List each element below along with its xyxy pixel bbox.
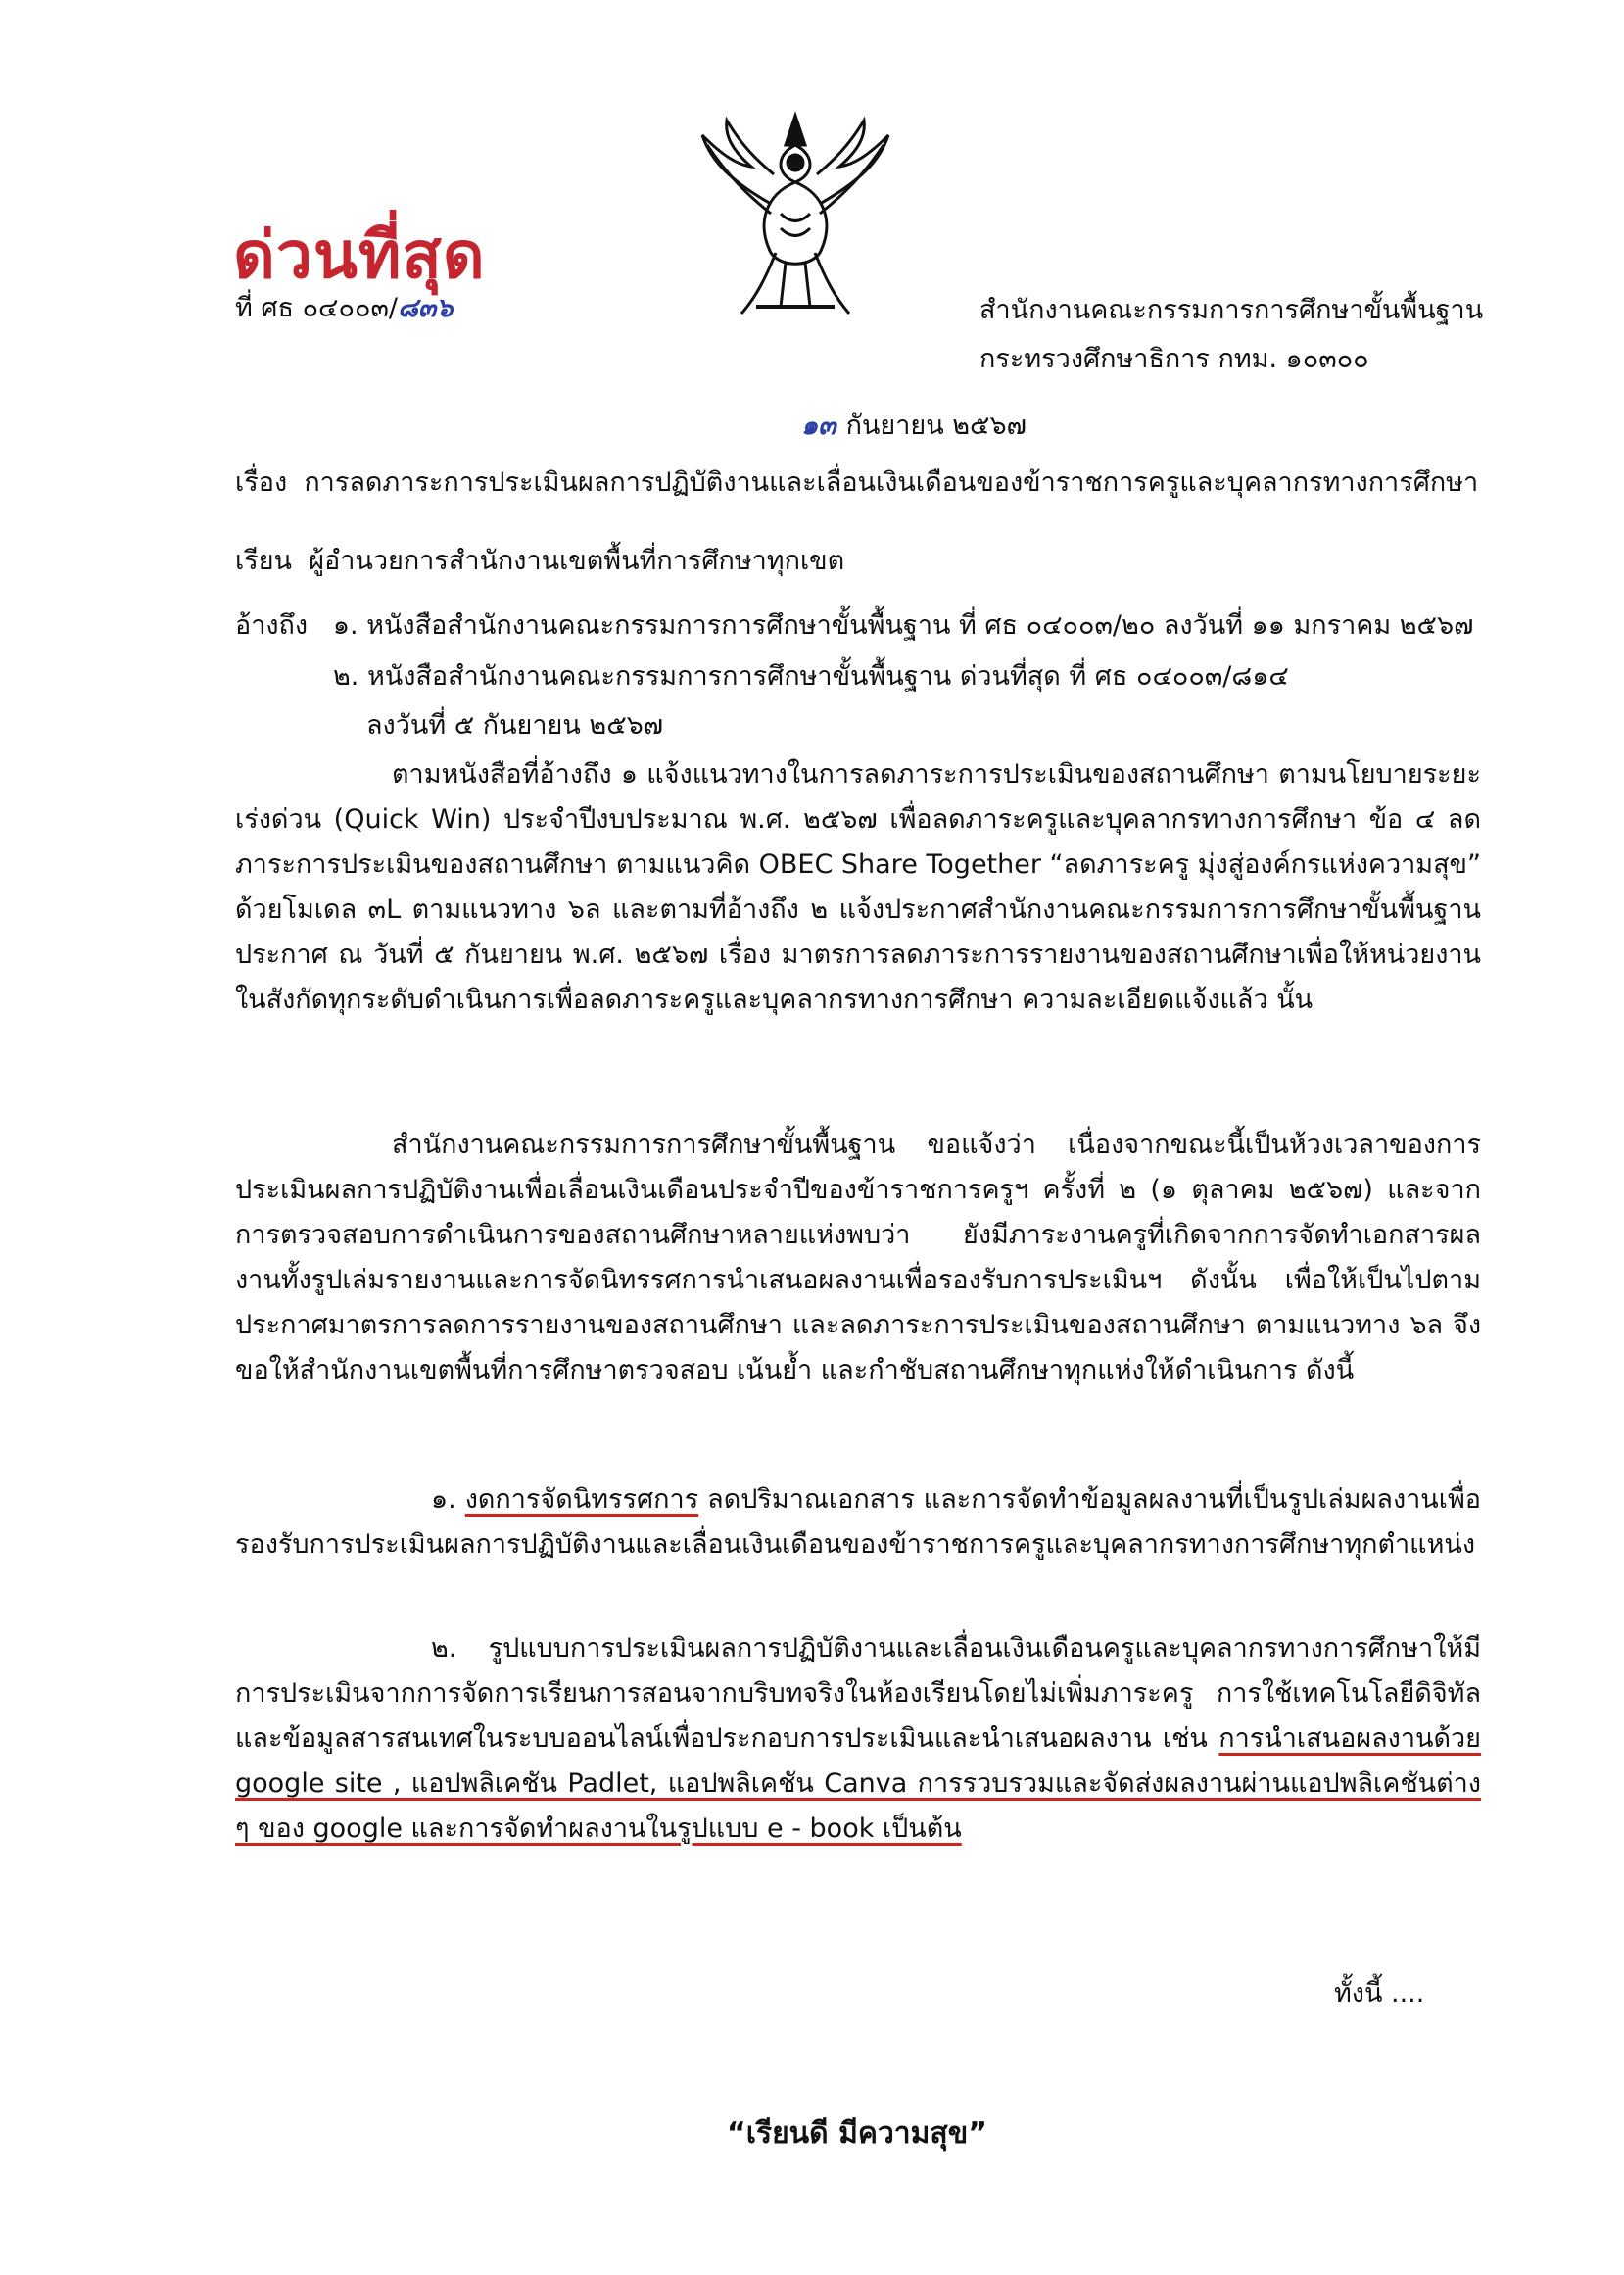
recipient-line — [235, 539, 844, 581]
document-number — [235, 286, 453, 328]
body-paragraph-2 — [235, 1123, 1481, 1393]
urgency-stamp: ด่วนที่สุด — [233, 217, 486, 293]
item-1-underlined: งดการจัดนิทรรศการ — [464, 1484, 699, 1515]
garuda-emblem-icon — [697, 106, 893, 321]
document-number-handwritten: ๘๓๖ — [398, 293, 454, 323]
item-1-text: ลดปริมาณเอกสาร และการจัดทำข้อมูลผลงานที่เป็นรูปเล่มผลงานเพื่อรองรับการประเมินผลการปฏิบัติงานและเลื่อนเงินเดือนของข้าราชการครูและบุคลากรทางการศึกษาทุกตำแหน่ง — [235, 1484, 1481, 1560]
document-date — [801, 404, 1027, 446]
body-item-1 — [235, 1477, 1481, 1568]
reference-label: อ้างถึง — [235, 610, 309, 641]
recipient-text: ผู้อำนวยการสำนักงานเขตพื้นที่การศึกษาทุกเขต — [309, 546, 845, 576]
reference-line-2-date: ลงวันที่ ๕ กันยายน ๒๕๖๗ — [366, 710, 664, 741]
item-2-text: ๒. รูปแบบการประเมินผลการปฏิบัติงานและเลื่อนเงินเดือนครูและบุคลากรทางการศึกษาให้มีการประเมินจากการจัดการเรียนการสอนจากบริบทจริงในห้องเรียนโดยไม่เพิ่มภาระครู การใช้เทคโนโลยีดิจิทัลและข้อมูลสารสนเทศในระบบออนไลน์เพื่อประกอบการประเมินและนำเสนอผลงาน เช่น — [235, 1633, 1481, 1754]
motto: “เรียนดี มีความสุข” — [727, 2116, 987, 2151]
subject-text: การลดภาระการประเมินผลการปฏิบัติงานและเลื่อนเงินเดือนของข้าราชการครูและบุคลากรทางการศึกษา — [304, 467, 1479, 498]
subject-line — [235, 460, 1478, 503]
subject-label: เรื่อง — [235, 467, 288, 498]
continuation-note: ทั้งนี้ .... — [1334, 1978, 1425, 2009]
reference-line-2: ๒. หนังสือสำนักงานคณะกรรมการการศึกษาขั้นพื้นฐาน ด่วนที่สุด ที่ ศธ ๐๔๐๐๓/๘๑๔ — [333, 661, 1289, 692]
paragraph-2-text: สำนักงานคณะกรรมการการศึกษาขั้นพื้นฐาน ขอแจ้งว่า เนื่องจากขณะนี้เป็นห้วงเวลาของการประเมินผลการปฏิบัติงานเพื่อเลื่อนเงินเดือนประจำปีของข้าราชการครูฯ ครั้งที่ ๒ (๑ ตุลาคม ๒๕๖๗) และจากการตรวจสอบการดำเนินการของสถานศึกษาหลายแห่งพบว่า ยังมีภาระงานครูที่เกิดจากการจัดทำเอกสารผลงานทั้งรูปเล่มรายงานและการจัดนิทรรศการนำเสนอผลงานเพื่อรองรับการประเมินฯ ดังนั้น เพื่อให้เป็นไปตามประกาศมาตรการลดการรายงานของสถานศึกษา และลดภาระการประเมินของสถานศึกษา ตามแนวทาง ๖ล จึงขอให้สำนักงานเขตพื้นที่การศึกษาตรวจสอบ เน้นย้ำ และกำชับสถานศึกษาทุกแห่งให้ดำเนินการ ดังนี้ — [235, 1130, 1481, 1385]
organization-name: สำนักงานคณะกรรมการการศึกษาขั้นพื้นฐาน — [979, 295, 1484, 325]
date-month-year: กันยายน ๒๕๖๗ — [845, 411, 1027, 441]
issuing-organization — [979, 286, 1483, 384]
item-2-underlined: การนำเสนอผลงานด้วย google site , แอปพลิเคชัน Padlet, แอปพลิเคชัน Canva การรวบรวมและจัดส่งผลงานผ่านแอปพลิเคชันต่าง ๆ ของ google และการจัดทำผลงานในรูปแบบ e - book เป็นต้น — [235, 1723, 1481, 1844]
paragraph-1-text: ตามหนังสือที่อ้างถึง ๑ แจ้งแนวทางในการลดภาระการประเมินของสถานศึกษา ตามนโยบายระยะเร่งด่วน (Quick Win) ประจำปีงบประมาณ พ.ศ. ๒๕๖๗ เพื่อลดภาระครูและบุคลากรทางการศึกษา ข้อ ๔ ลดภาระการประเมินของสถานศึกษา ตามแนวคิด OBEC Share Together “ลดภาระครู มุ่งสู่องค์กรแห่งความสุข” ด้วยโมเดล ๓L ตามแนวทาง ๖ล และตามที่อ้างถึง ๒ แจ้งประกาศสำนักงานคณะกรรมการการศึกษาขั้นพื้นฐาน ประกาศ ณ วันที่ ๕ กันยายน พ.ศ. ๒๕๖๗ เรื่อง มาตรการลดภาระการรายงานของสถานศึกษาเพื่อให้หน่วยงานในสังกัดทุกระดับดำเนินการเพื่อลดภาระครูและบุคลากรทางการศึกษา ความละเอียดแจ้งแล้ว นั้น — [235, 759, 1481, 1015]
document-number-prefix: ที่ ศธ ๐๔๐๐๓/ — [235, 293, 399, 323]
body-item-2 — [235, 1626, 1481, 1852]
item-1-number: ๑. — [431, 1484, 456, 1515]
reference-line-1 — [235, 604, 1473, 646]
body-paragraph-1 — [235, 752, 1481, 1023]
recipient-label: เรียน — [235, 546, 293, 576]
date-day-handwritten: ๑๓ — [801, 411, 836, 441]
reference-1-text: ๑. หนังสือสำนักงานคณะกรรมการการศึกษาขั้นพื้นฐาน ที่ ศธ ๐๔๐๐๓/๒๐ ลงวันที่ ๑๑ มกราคม ๒๕๖๗ — [332, 610, 1474, 641]
organization-address: กระทรวงศึกษาธิการ กทม. ๑๐๓๐๐ — [979, 344, 1369, 374]
